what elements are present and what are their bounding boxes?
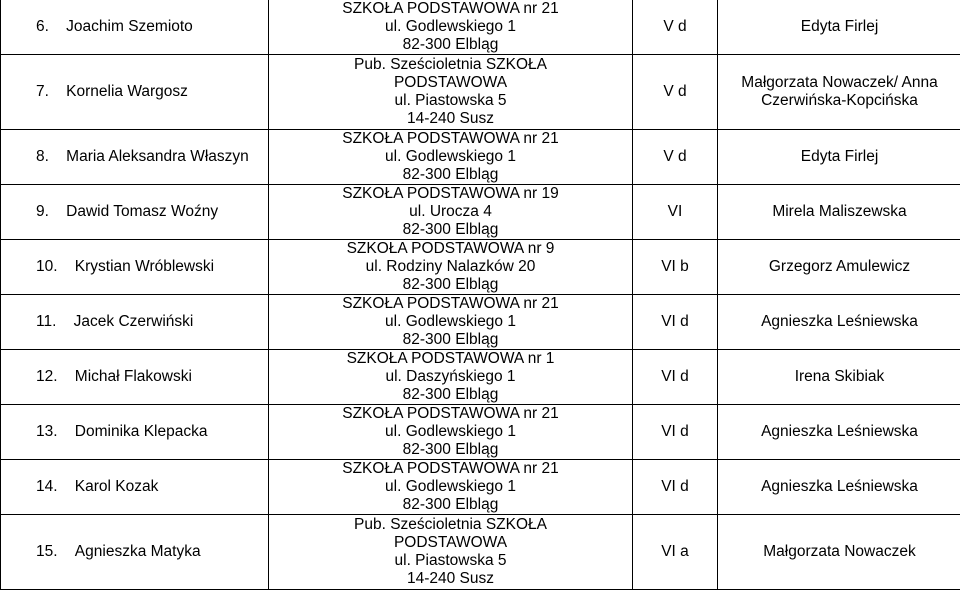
school-cell bbox=[269, 130, 633, 185]
school-line: 82-300 Elbląg bbox=[269, 276, 632, 294]
teacher-line: Czerwińska-Kopcińska bbox=[718, 92, 960, 110]
school-line: ul. Piastowska 5 bbox=[269, 92, 632, 110]
school-line: 82-300 Elbląg bbox=[269, 36, 632, 54]
student-name: Kornelia Wargosz bbox=[66, 83, 188, 100]
student-cell bbox=[1, 185, 269, 240]
teacher-cell bbox=[718, 240, 960, 295]
teacher-cell bbox=[718, 405, 960, 460]
school-cell bbox=[269, 515, 633, 590]
school-line: ul. Godlewskiego 1 bbox=[269, 423, 632, 441]
teacher-line: Edyta Firlej bbox=[718, 148, 960, 166]
teacher-line: Grzegorz Amulewicz bbox=[718, 258, 960, 276]
school-line: 14-240 Susz bbox=[269, 110, 632, 128]
student-cell bbox=[1, 130, 269, 185]
class-cell: VI b bbox=[633, 240, 718, 295]
table-row bbox=[1, 295, 960, 350]
teacher-line: Małgorzata Nowaczek bbox=[718, 543, 960, 561]
teacher-line: Irena Skibiak bbox=[718, 368, 960, 386]
school-line: SZKOŁA PODSTAWOWA nr 9 bbox=[269, 240, 632, 258]
table-row bbox=[1, 460, 960, 515]
school-line: 82-300 Elbląg bbox=[269, 221, 632, 239]
row-number: 14. bbox=[36, 478, 58, 495]
row-number: 8. bbox=[36, 148, 49, 165]
student-name: Krystian Wróblewski bbox=[75, 258, 214, 275]
teacher-line: Agnieszka Leśniewska bbox=[718, 423, 960, 441]
school-line: SZKOŁA PODSTAWOWA nr 21 bbox=[269, 295, 632, 313]
school-line: ul. Godlewskiego 1 bbox=[269, 313, 632, 331]
row-number: 12. bbox=[36, 368, 58, 385]
class-cell: VI d bbox=[633, 460, 718, 515]
table-row bbox=[1, 405, 960, 460]
row-number: 15. bbox=[36, 543, 58, 560]
school-line: PODSTAWOWA bbox=[269, 534, 632, 552]
school-line: SZKOŁA PODSTAWOWA nr 21 bbox=[269, 460, 632, 478]
school-line: ul. Rodziny Nalazków 20 bbox=[269, 258, 632, 276]
student-cell bbox=[1, 55, 269, 130]
school-line: Pub. Sześcioletnia SZKOŁA bbox=[269, 56, 632, 74]
school-line: SZKOŁA PODSTAWOWA nr 21 bbox=[269, 405, 632, 423]
student-cell bbox=[1, 295, 269, 350]
row-number: 6. bbox=[36, 18, 49, 35]
student-name: Joachim Szemioto bbox=[66, 18, 193, 35]
school-line: 14-240 Susz bbox=[269, 570, 632, 588]
school-line: ul. Godlewskiego 1 bbox=[269, 478, 632, 496]
teacher-cell bbox=[718, 55, 960, 130]
table-row bbox=[1, 55, 960, 130]
student-cell bbox=[1, 0, 269, 55]
school-cell bbox=[269, 0, 633, 55]
teacher-cell bbox=[718, 460, 960, 515]
table-row bbox=[1, 515, 960, 590]
table-row bbox=[1, 0, 960, 55]
class-cell: VI d bbox=[633, 295, 718, 350]
row-number: 7. bbox=[36, 83, 49, 100]
class-cell: V d bbox=[633, 0, 718, 55]
student-name: Karol Kozak bbox=[75, 478, 159, 495]
school-line: SZKOŁA PODSTAWOWA nr 19 bbox=[269, 185, 632, 203]
row-number: 11. bbox=[36, 313, 56, 330]
school-cell bbox=[269, 460, 633, 515]
school-line: ul. Piastowska 5 bbox=[269, 552, 632, 570]
teacher-cell bbox=[718, 350, 960, 405]
student-name: Agnieszka Matyka bbox=[75, 543, 201, 560]
school-cell bbox=[269, 240, 633, 295]
school-line: 82-300 Elbląg bbox=[269, 166, 632, 184]
student-name: Michał Flakowski bbox=[75, 368, 192, 385]
class-cell: VI d bbox=[633, 350, 718, 405]
school-line: 82-300 Elbląg bbox=[269, 441, 632, 459]
table-row bbox=[1, 240, 960, 295]
school-line: PODSTAWOWA bbox=[269, 74, 632, 92]
class-cell: VI d bbox=[633, 405, 718, 460]
teacher-line: Agnieszka Leśniewska bbox=[718, 313, 960, 331]
teacher-cell bbox=[718, 295, 960, 350]
school-line: SZKOŁA PODSTAWOWA nr 21 bbox=[269, 0, 632, 18]
student-name: Jacek Czerwiński bbox=[74, 313, 194, 330]
school-line: ul. Godlewskiego 1 bbox=[269, 148, 632, 166]
student-cell bbox=[1, 240, 269, 295]
school-line: SZKOŁA PODSTAWOWA nr 21 bbox=[269, 130, 632, 148]
school-line: SZKOŁA PODSTAWOWA nr 1 bbox=[269, 350, 632, 368]
student-name: Dominika Klepacka bbox=[75, 423, 208, 440]
school-line: ul. Daszyńskiego 1 bbox=[269, 368, 632, 386]
teacher-line: Małgorzata Nowaczek/ Anna bbox=[718, 74, 960, 92]
teacher-cell bbox=[718, 515, 960, 590]
school-line: ul. Urocza 4 bbox=[269, 203, 632, 221]
table-row bbox=[1, 185, 960, 240]
school-cell bbox=[269, 185, 633, 240]
teacher-cell bbox=[718, 185, 960, 240]
teacher-cell bbox=[718, 0, 960, 55]
row-number: 10. bbox=[36, 258, 58, 275]
school-line: 82-300 Elbląg bbox=[269, 386, 632, 404]
teacher-line: Edyta Firlej bbox=[718, 18, 960, 36]
table-row bbox=[1, 350, 960, 405]
school-cell bbox=[269, 350, 633, 405]
school-cell bbox=[269, 295, 633, 350]
class-cell: VI bbox=[633, 185, 718, 240]
row-number: 13. bbox=[36, 423, 58, 440]
school-line: ul. Godlewskiego 1 bbox=[269, 18, 632, 36]
student-cell bbox=[1, 460, 269, 515]
class-cell: V d bbox=[633, 55, 718, 130]
row-number: 9. bbox=[36, 203, 49, 220]
class-cell: V d bbox=[633, 130, 718, 185]
school-cell bbox=[269, 55, 633, 130]
student-cell bbox=[1, 515, 269, 590]
teacher-cell bbox=[718, 130, 960, 185]
student-name: Dawid Tomasz Woźny bbox=[66, 203, 218, 220]
class-cell: VI a bbox=[633, 515, 718, 590]
school-cell bbox=[269, 405, 633, 460]
student-cell bbox=[1, 405, 269, 460]
teacher-line: Mirela Maliszewska bbox=[718, 203, 960, 221]
school-line: 82-300 Elbląg bbox=[269, 496, 632, 514]
table-row bbox=[1, 130, 960, 185]
school-line: Pub. Sześcioletnia SZKOŁA bbox=[269, 516, 632, 534]
teacher-line: Agnieszka Leśniewska bbox=[718, 478, 960, 496]
student-name: Maria Aleksandra Właszyn bbox=[66, 148, 249, 165]
school-line: 82-300 Elbląg bbox=[269, 331, 632, 349]
student-cell bbox=[1, 350, 269, 405]
